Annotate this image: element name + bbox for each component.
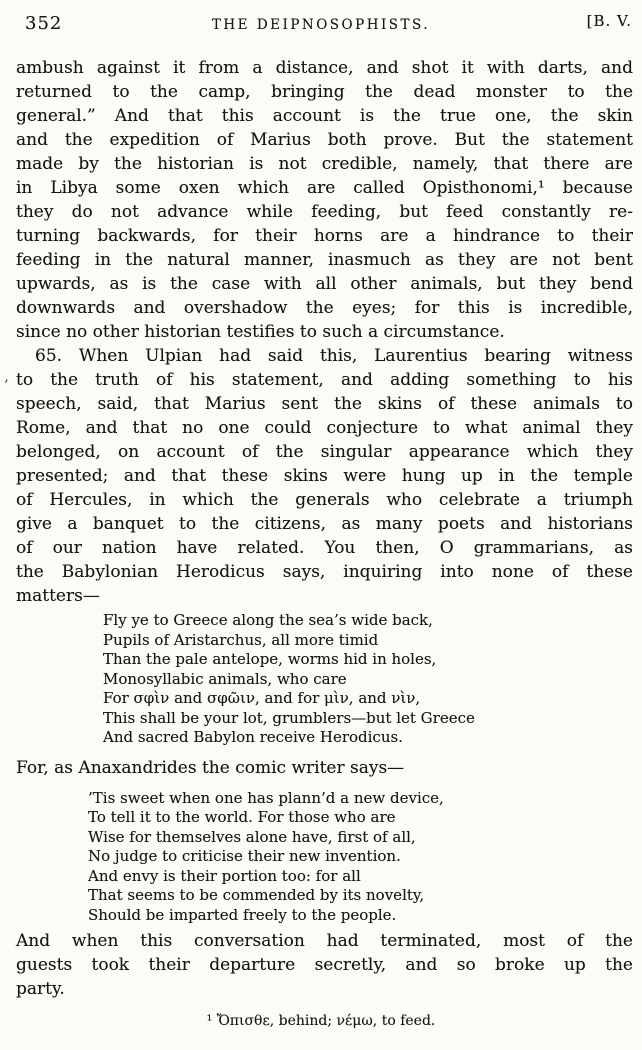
body-line: matters— bbox=[16, 586, 100, 606]
body-line: and the expedition of Marius both prove. But the statement bbox=[16, 130, 633, 150]
body-line: 65. When Ulpian had said this, Laurentius bearing witness bbox=[35, 346, 633, 366]
body-line: speech, said, that Marius sent the skins of these animals to bbox=[16, 394, 633, 414]
verse-line: No judge to criticise their new invention. bbox=[88, 847, 401, 865]
body-line: guests took their departure secretly, and so broke up the bbox=[16, 955, 633, 975]
verse-line: This shall be your lot, grumblers—but let Greece bbox=[103, 708, 475, 727]
body-line: returned to the camp, bringing the dead monster to the bbox=[16, 82, 633, 102]
verse-line: To tell it to the world. For those who are bbox=[88, 808, 396, 826]
verse-line: That seems to be commended by its novelty, bbox=[88, 886, 425, 904]
verse-line: Monosyllabic animals, who care bbox=[103, 669, 347, 688]
body-line: downwards and overshadow the eyes; for this is incredible, bbox=[16, 298, 633, 318]
scan-artifact: ’ bbox=[4, 378, 9, 394]
verse-quotation bbox=[88, 789, 633, 926]
paragraph bbox=[16, 929, 633, 1001]
body-line: ambush against it from a distance, and shot it with darts, and bbox=[16, 58, 633, 78]
verse-line: Wise for themselves alone have, first of all, bbox=[88, 827, 416, 846]
body-line: since no other historian testifies to such a circumstance. bbox=[16, 322, 505, 342]
paragraph bbox=[16, 344, 633, 608]
page-body bbox=[16, 56, 633, 1001]
book-reference: [B. V. bbox=[586, 12, 632, 30]
body-line: of our nation have related. You then, O grammarians, as bbox=[16, 538, 633, 558]
body-line: they do not advance while feeding, but feed constantly re- bbox=[16, 202, 633, 222]
body-line: Rome, and that no one could conjecture to what animal they bbox=[16, 418, 633, 438]
body-line: upwards, as is the case with all other animals, but they bend bbox=[16, 274, 633, 294]
paragraph bbox=[16, 56, 633, 344]
body-line: For, as Anaxandrides the comic writer says— bbox=[16, 757, 405, 778]
body-line: made by the historian is not credible, namely, that there are bbox=[16, 154, 633, 174]
verse-line: And envy is their portion too: for all bbox=[88, 866, 361, 885]
body-line: turning backwards, for their horns are a hindrance to their bbox=[16, 226, 633, 246]
running-title: THE DEIPNOSOPHISTS. bbox=[211, 17, 431, 33]
body-line: in Libya some oxen which are called Opisthonomi,¹ because bbox=[16, 178, 633, 198]
paragraph bbox=[16, 756, 633, 780]
body-line: presented; and that these skins were hung up in the temple bbox=[16, 466, 633, 486]
verse-line: Should be imparted freely to the people. bbox=[88, 905, 397, 924]
verse-quotation bbox=[103, 611, 633, 748]
body-line: to the truth of his statement, and adding something to his bbox=[16, 370, 633, 390]
body-line: party. bbox=[16, 979, 65, 999]
verse-line: ’Tis sweet when one has plann’d a new device, bbox=[88, 788, 444, 807]
body-line: belonged, on account of the singular appearance which they bbox=[16, 442, 633, 462]
body-line: general.” And that this account is the true one, the skin bbox=[16, 106, 633, 126]
body-line: feeding in the natural manner, inasmuch as they are not bent bbox=[16, 250, 633, 270]
footnote: ¹ Ὄπισθε, behind; νέμω, to feed. bbox=[206, 1013, 436, 1029]
body-line: give a banquet to the citizens, as many poets and historians bbox=[16, 514, 633, 534]
verse-line: For σφὶν and σφῶιν, and for μὶν, and νὶν, bbox=[103, 689, 421, 707]
verse-line: Than the pale antelope, worms hid in holes, bbox=[103, 650, 437, 668]
verse-line: Pupils of Aristarchus, all more timid bbox=[103, 630, 379, 649]
body-line: of Hercules, in which the generals who celebrate a triumph bbox=[16, 490, 633, 510]
body-line: the Babylonian Herodicus says, inquiring into none of these bbox=[16, 562, 633, 582]
body-line: And when this conversation had terminated, most of the bbox=[16, 931, 633, 951]
verse-line: And sacred Babylon receive Herodicus. bbox=[103, 728, 403, 746]
page-number: 352 bbox=[25, 13, 63, 34]
verse-line: Fly ye to Greece along the sea’s wide back, bbox=[103, 611, 433, 629]
